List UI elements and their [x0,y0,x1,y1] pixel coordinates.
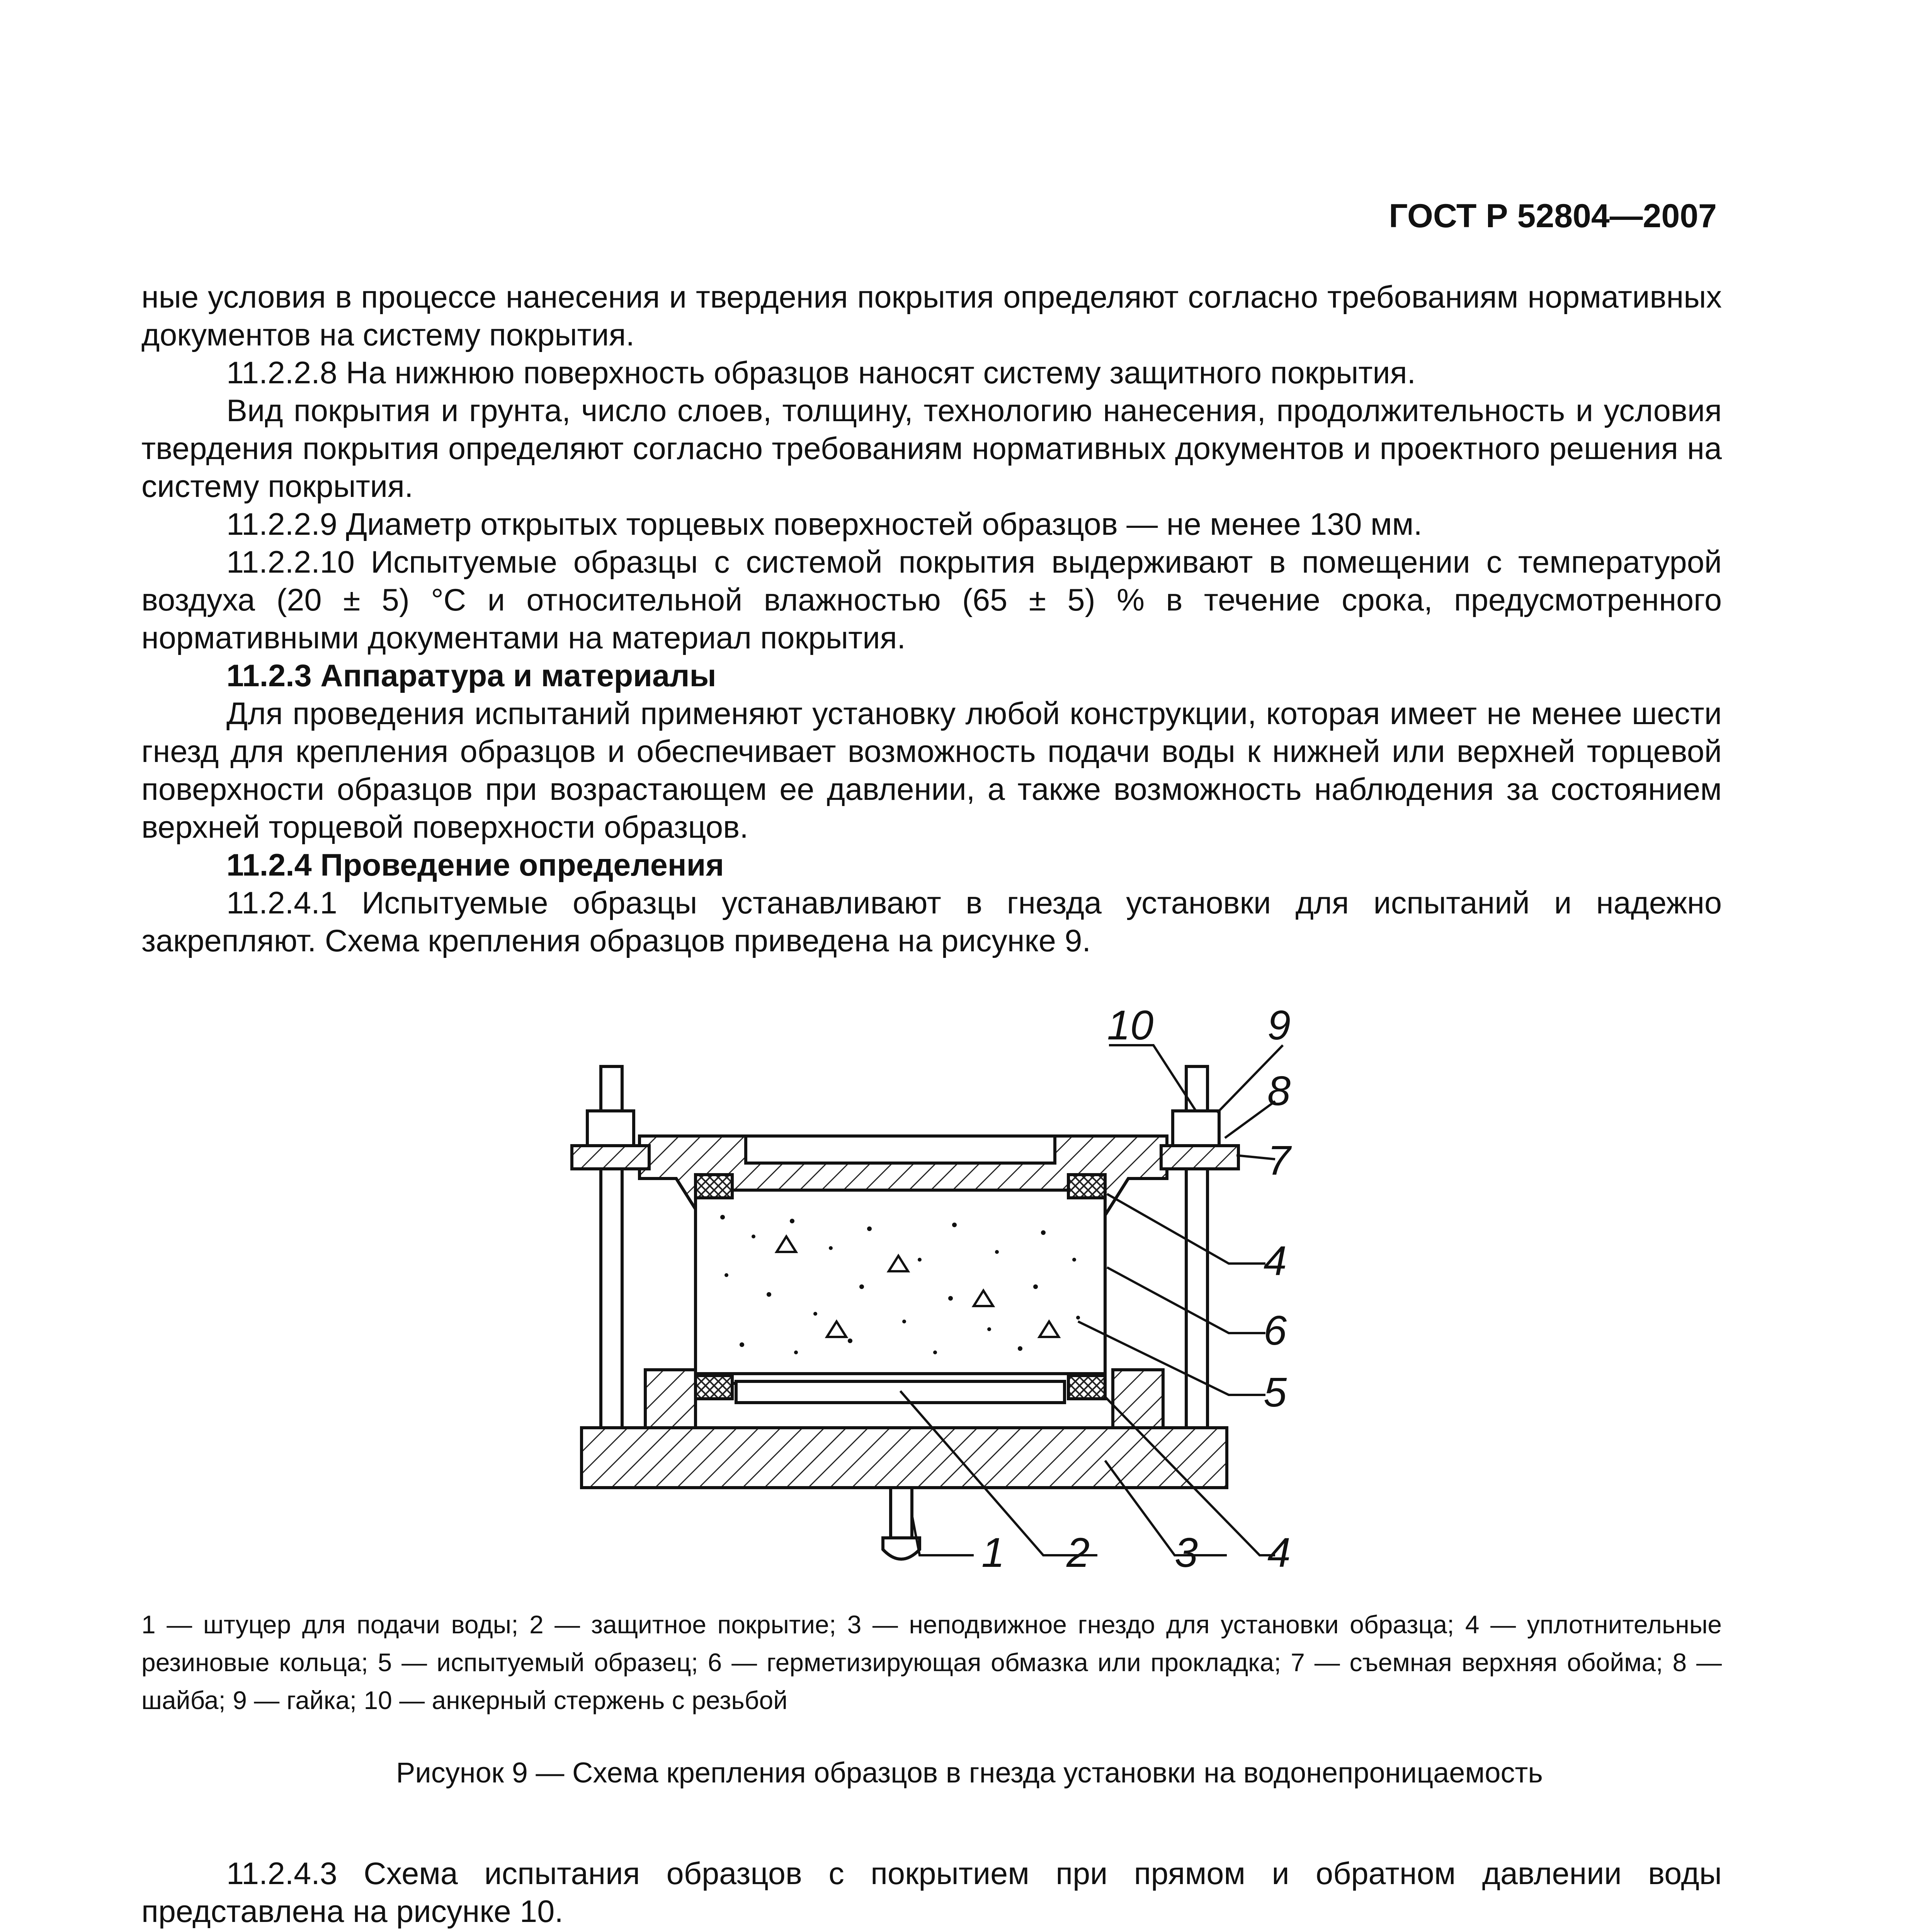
seal-ring-bottom-left [696,1376,732,1399]
figure-9-title: Рисунок 9 — Схема крепления образцов в гнезда установки на водонепроницаемость [396,1757,1543,1789]
fig9-label-4: 4 [1264,1237,1287,1284]
section-heading: 11.2.3 Аппаратура и материалы [226,658,716,693]
paragraph: ные условия в процессе нанесения и твердения покрытия определяют согласно требованиям нормативных документов на систему покрытия. [141,280,1722,352]
seal-ring-top-right [1068,1175,1105,1198]
document-header: ГОСТ Р 52804—2007 [1389,197,1717,235]
seal-ring-top-left [696,1175,732,1198]
seal-ring-bottom-right [1068,1376,1105,1399]
fig9-label-3: 3 [1175,1529,1198,1576]
fig9-label-2: 2 [1066,1529,1090,1576]
fig9-label-1: 1 [981,1529,1005,1576]
paragraph: 11.2.4.3 Схема испытания образцов с покрытием при прямом и обратном давлении воды представлена на рисунке 10. [141,1856,1722,1929]
fig9-label-4b: 4 [1267,1529,1291,1576]
test-specimen [696,1190,1105,1374]
fig9-label-5: 5 [1264,1369,1287,1415]
fig9-label-10: 10 [1107,1002,1154,1048]
paragraph: 11.2.4.1 Испытуемые образцы устанавливают в гнезда установки для испытаний и надежно закрепляют. Схема крепления образцов приведена на рисунке 9. [141,886,1722,958]
body-text-2 [141,1855,1722,1930]
fig9-label-9: 9 [1267,1002,1291,1048]
figure-9-drawing [572,1066,1238,1559]
paragraph: 11.2.2.10 Испытуемые образцы с системой покрытия выдерживают в помещении с температурой воздуха (20 ± 5) °С и относительной влажностью (65 ± 5) % в течение срока, предусмотренного нормативными документами на материал покрытия. [141,545,1722,655]
paragraph: 11.2.2.9 Диаметр открытых торцевых поверхностей образцов — не менее 130 мм. [226,507,1422,542]
section-heading: 11.2.4 Проведение определения [226,848,724,883]
fig9-label-7: 7 [1267,1137,1291,1184]
figure-9-legend: 1 — штуцер для подачи воды; 2 — защитное покрытие; 3 — неподвижное гнездо для установки образца; 4 — уплотнительные резиновые кольца; 5 — испытуемый образец; 6 — герметизирующая обмазка или прокладка; 7 — съемная верхняя обойма; 8 — шайба; 9 — гайка; 10 — анкерный стержень с резьбой [141,1610,1722,1714]
fig9-label-6: 6 [1264,1307,1287,1354]
paragraph: Для проведения испытаний применяют установку любой конструкции, которая имеет не менее шести гнезд для крепления образцов и обеспечивает возможность подачи воды к нижней или верхней торцевой поверхности образцов при возрастающем ее давлении, а также возможность наблюдения за состоянием верхней торцевой поверхности образцов. [141,696,1722,845]
fig9-label-8: 8 [1267,1067,1291,1114]
paragraph: 11.2.2.8 На нижнюю поверхность образцов наносят систему защитного покрытия. [226,355,1416,390]
paragraph: Вид покрытия и грунта, число слоев, толщину, технологию нанесения, продолжительность и условия твердения покрытия определяют согласно требованиям нормативных документов и проектного решения на систему покрытия. [141,393,1722,504]
water-fitting [891,1488,912,1538]
